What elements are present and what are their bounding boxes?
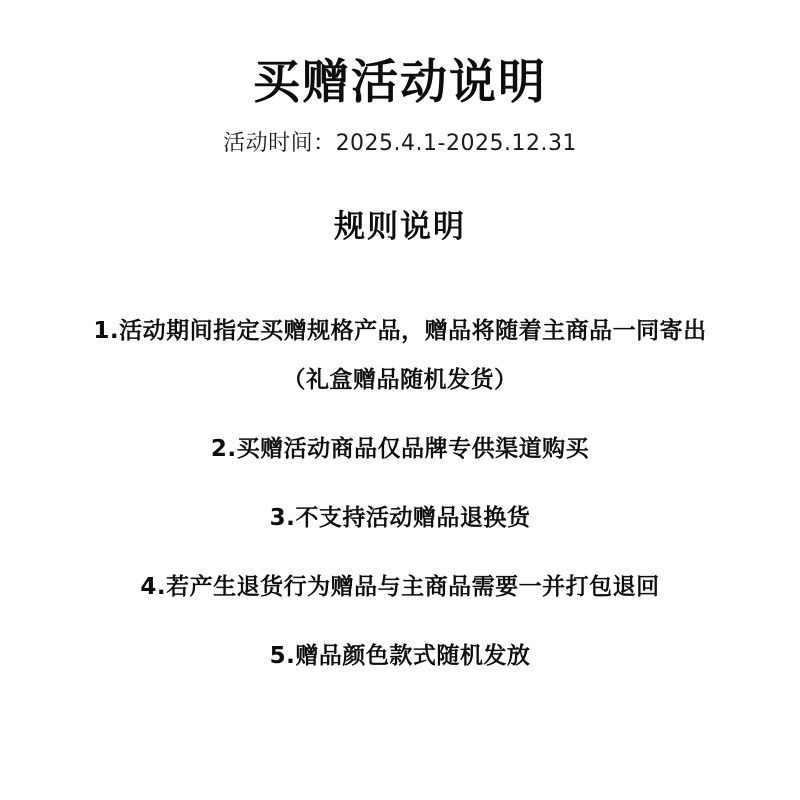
rule-item: 5.赠品颜色款式随机发放 <box>269 643 531 670</box>
rule-item-note: （礼盒赠品随机发货） <box>282 367 518 394</box>
rules-list <box>40 316 760 710</box>
rule-item: 4.若产生退货行为赠品与主商品需要一并打包退回 <box>140 574 660 601</box>
section-title-rules: 规则说明 <box>334 209 466 246</box>
page-title: 买赠活动说明 <box>253 55 547 110</box>
rule-item: 1.活动期间指定买赠规格产品，赠品将随着主商品一同寄出 <box>93 318 707 345</box>
rule-item: 3.不支持活动赠品退换货 <box>269 505 531 532</box>
rule-item: 2.买赠活动商品仅品牌专供渠道购买 <box>210 436 590 463</box>
activity-period: 活动时间：2025.4.1-2025.12.31 <box>223 131 577 157</box>
